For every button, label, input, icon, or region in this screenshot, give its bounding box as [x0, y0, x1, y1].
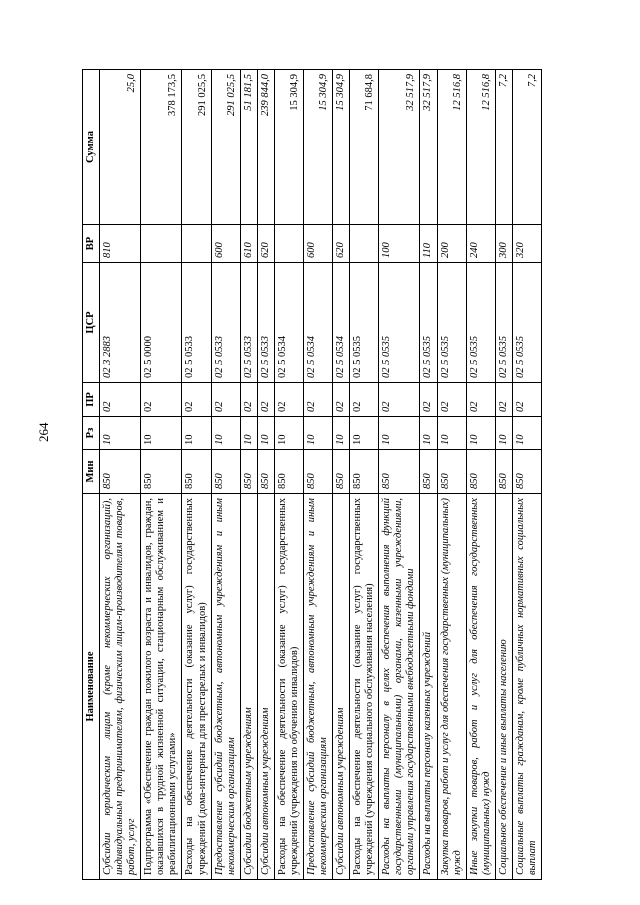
cell-name: Иные закупки товаров, работ и услуг для обеспечения государственных (муниципальных) нужд — [466, 494, 495, 880]
cell-rz: 10 — [466, 417, 495, 450]
header-name: Наименование — [83, 494, 100, 880]
cell-pr: 02 — [350, 383, 379, 417]
cell-rz: 10 — [100, 417, 141, 450]
table-row — [182, 70, 211, 880]
cell-name: Расходы на выплаты персоналу казенных учреждений — [420, 494, 437, 880]
cell-min: 850 — [379, 450, 420, 494]
cell-vr: 100 — [379, 225, 420, 263]
cell-sum: 12 516,8 — [466, 70, 495, 225]
table-row — [420, 70, 437, 880]
cell-min: 850 — [495, 450, 512, 494]
cell-rz: 10 — [350, 417, 379, 450]
cell-rz: 10 — [257, 417, 274, 450]
table-row — [211, 70, 240, 880]
cell-vr: 200 — [437, 225, 466, 263]
cell-sum: 378 173,5 — [141, 70, 182, 225]
table-row — [274, 70, 303, 880]
cell-csr: 02 5 0535 — [512, 263, 541, 383]
cell-name: Расходы на обеспечение деятельности (оказание услуг) государственных учреждений (учреждения социального обслуживания населения) — [350, 494, 379, 880]
table-row — [466, 70, 495, 880]
cell-sum: 51 181,5 — [240, 70, 257, 225]
header-pr: ПР — [83, 383, 100, 417]
cell-vr: 600 — [211, 225, 240, 263]
cell-pr: 02 — [211, 383, 240, 417]
cell-sum: 291 025,5 — [182, 70, 211, 225]
cell-rz: 10 — [274, 417, 303, 450]
cell-name: Расходы на выплаты персоналу в целях обеспечения выполнения функций государственными (муниципальными) органами, казенными учреждениями, органами управления государственными внебюджетными фондами — [379, 494, 420, 880]
cell-sum: 239 844,0 — [257, 70, 274, 225]
cell-rz: 10 — [211, 417, 240, 450]
cell-csr: 02 5 0533 — [257, 263, 274, 383]
cell-vr: 110 — [420, 225, 437, 263]
header-rz: Рз — [83, 417, 100, 450]
cell-name: Социальное обеспечение и иные выплаты населению — [495, 494, 512, 880]
cell-pr: 02 — [466, 383, 495, 417]
cell-rz: 10 — [379, 417, 420, 450]
cell-name: Расходы на обеспечение деятельности (оказание услуг) государственных учреждений (учреждения по обучению инвалидов) — [274, 494, 303, 880]
cell-pr: 02 — [182, 383, 211, 417]
cell-name: Предоставление субсидий бюджетным, автономным учреждениям и иным некоммерческим организациям — [303, 494, 332, 880]
cell-csr: 02 5 0533 — [240, 263, 257, 383]
header-vr: ВР — [83, 225, 100, 263]
cell-name: Подпрограмма «Обеспечение граждан пожилого возраста и инвалидов, граждан, оказавшихся в трудной жизненной ситуации, стационарным обслуживанием и реабилитационными услугами» — [141, 494, 182, 880]
cell-min: 850 — [100, 450, 141, 494]
table-row — [303, 70, 332, 880]
cell-sum: 7,2 — [495, 70, 512, 225]
cell-vr — [350, 225, 379, 263]
cell-pr: 02 — [495, 383, 512, 417]
cell-vr — [274, 225, 303, 263]
cell-sum: 32 517,9 — [420, 70, 437, 225]
cell-csr: 02 5 0535 — [495, 263, 512, 383]
cell-min: 850 — [512, 450, 541, 494]
cell-name: Расходы на обеспечение деятельности (оказание услуг) государственных учреждений (дома-интернаты для престарелых и инвалидов) — [182, 494, 211, 880]
cell-vr: 620 — [333, 225, 350, 263]
table-row — [333, 70, 350, 880]
cell-pr: 02 — [100, 383, 141, 417]
cell-pr: 02 — [257, 383, 274, 417]
cell-name: Предоставление субсидий бюджетным, автономным учреждениям и иным некоммерческим организациям — [211, 494, 240, 880]
cell-min: 850 — [182, 450, 211, 494]
cell-vr — [182, 225, 211, 263]
table-row — [141, 70, 182, 880]
cell-name: Субсидии бюджетным учреждениям — [240, 494, 257, 880]
cell-csr: 02 5 0535 — [350, 263, 379, 383]
cell-pr: 02 — [303, 383, 332, 417]
cell-rz: 10 — [512, 417, 541, 450]
cell-csr: 02 5 0533 — [211, 263, 240, 383]
cell-sum: 32 517,9 — [379, 70, 420, 225]
cell-vr: 240 — [466, 225, 495, 263]
cell-pr: 02 — [333, 383, 350, 417]
cell-rz: 10 — [303, 417, 332, 450]
cell-pr: 02 — [420, 383, 437, 417]
cell-sum: 25,0 — [100, 70, 141, 225]
cell-vr: 610 — [240, 225, 257, 263]
cell-min: 850 — [211, 450, 240, 494]
cell-name: Закупка товаров, работ и услуг для обеспечения государственных (муниципальных) нужд — [437, 494, 466, 880]
table-row — [379, 70, 420, 880]
cell-sum: 71 684,8 — [350, 70, 379, 225]
cell-name: Субсидии автономным учреждениям — [333, 494, 350, 880]
cell-pr: 02 — [274, 383, 303, 417]
cell-min: 850 — [350, 450, 379, 494]
cell-min: 850 — [240, 450, 257, 494]
cell-name: Субсидии юридическим лицам (кроме некоммерческих организаций), индивидуальным предпринимателям, физическим лицам-производителям товаров, работ, услуг — [100, 494, 141, 880]
cell-min: 850 — [141, 450, 182, 494]
cell-csr: 02 5 0534 — [333, 263, 350, 383]
cell-sum: 291 025,5 — [211, 70, 240, 225]
cell-csr: 02 3 2883 — [100, 263, 141, 383]
cell-vr — [141, 225, 182, 263]
table-row — [512, 70, 541, 880]
cell-pr: 02 — [512, 383, 541, 417]
budget-table — [82, 69, 542, 880]
cell-vr: 320 — [512, 225, 541, 263]
cell-rz: 10 — [495, 417, 512, 450]
cell-pr: 02 — [240, 383, 257, 417]
cell-csr: 02 5 0533 — [182, 263, 211, 383]
header-sum: Сумма — [83, 70, 100, 225]
table-row — [495, 70, 512, 880]
cell-vr: 300 — [495, 225, 512, 263]
table-row — [437, 70, 466, 880]
budget-table-container — [82, 70, 542, 880]
cell-min: 850 — [437, 450, 466, 494]
cell-min: 850 — [420, 450, 437, 494]
cell-name: Субсидии автономным учреждениям — [257, 494, 274, 880]
table-row — [100, 70, 141, 880]
cell-rz: 10 — [437, 417, 466, 450]
header-csr: ЦСР — [83, 263, 100, 383]
cell-rz: 10 — [182, 417, 211, 450]
cell-min: 850 — [303, 450, 332, 494]
cell-sum: 15 304,9 — [303, 70, 332, 225]
cell-min: 850 — [257, 450, 274, 494]
cell-vr: 620 — [257, 225, 274, 263]
table-body — [100, 70, 542, 880]
cell-pr: 02 — [437, 383, 466, 417]
cell-vr: 810 — [100, 225, 141, 263]
cell-csr: 02 5 0535 — [420, 263, 437, 383]
cell-rz: 10 — [141, 417, 182, 450]
cell-csr: 02 5 0535 — [466, 263, 495, 383]
cell-csr: 02 5 0535 — [379, 263, 420, 383]
cell-csr: 02 5 0000 — [141, 263, 182, 383]
cell-rz: 10 — [333, 417, 350, 450]
cell-sum: 15 304,9 — [274, 70, 303, 225]
table-row — [350, 70, 379, 880]
cell-csr: 02 5 0534 — [303, 263, 332, 383]
cell-rz: 10 — [240, 417, 257, 450]
cell-rz: 10 — [420, 417, 437, 450]
cell-vr: 600 — [303, 225, 332, 263]
cell-pr: 02 — [379, 383, 420, 417]
header-min: Мин — [83, 450, 100, 494]
cell-csr: 02 5 0534 — [274, 263, 303, 383]
cell-sum: 12 516,8 — [437, 70, 466, 225]
cell-min: 850 — [274, 450, 303, 494]
table-row — [257, 70, 274, 880]
cell-sum: 7,2 — [512, 70, 541, 225]
cell-min: 850 — [466, 450, 495, 494]
page-number: 264 — [36, 422, 51, 442]
table-header-row — [83, 70, 100, 880]
cell-csr: 02 5 0535 — [437, 263, 466, 383]
cell-name: Социальные выплаты гражданам, кроме публичных нормативных социальных выплат — [512, 494, 541, 880]
cell-min: 850 — [333, 450, 350, 494]
cell-sum: 15 304,9 — [333, 70, 350, 225]
table-row — [240, 70, 257, 880]
cell-pr: 02 — [141, 383, 182, 417]
